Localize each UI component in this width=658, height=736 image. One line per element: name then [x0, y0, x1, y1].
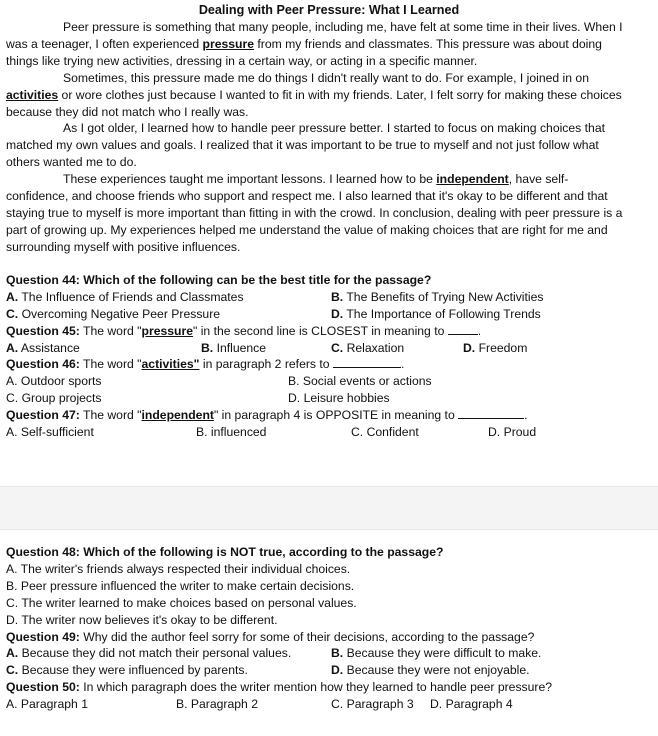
- q50-option-c[interactable]: C. Paragraph 3: [331, 697, 414, 712]
- question-47: Question 47: The word "independent" in paragraph 4 is OPPOSITE in meaning to .: [6, 408, 528, 423]
- keyword-independent: independent: [436, 172, 509, 187]
- question-45: Question 45: The word "pressure" in the second line is CLOSEST in meaning to .: [6, 323, 482, 338]
- paragraph-2: Sometimes, this pressure made me do things I didn't really want to do. For example, I joined in on activities or wore clothes just because I wanted to fit in with my friends. Later, I felt sorry for making these choices because they did not match who I really was.: [6, 70, 622, 119]
- q44-options-row-1: [6, 289, 624, 306]
- q49-option-b[interactable]: B. Because they were difficult to make.: [331, 646, 542, 661]
- q46-keyword: activities": [141, 357, 200, 372]
- q50-option-a[interactable]: A. Paragraph 1: [6, 697, 88, 712]
- q45-answer-blank[interactable]: [448, 323, 478, 335]
- q47-answer-blank[interactable]: [458, 407, 524, 419]
- q46-options-row-2: [6, 390, 624, 407]
- q48-option-a[interactable]: A. The writer's friends always respected their individual choices.: [6, 561, 351, 576]
- q45-option-d[interactable]: D. Freedom: [463, 340, 528, 355]
- q46-option-c[interactable]: C. Group projects: [6, 391, 102, 406]
- q48-option-b[interactable]: B. Peer pressure influenced the writer to make certain decisions.: [6, 578, 355, 593]
- q45-option-a[interactable]: A. Assistance: [6, 340, 80, 355]
- q45-options-row: [6, 340, 624, 357]
- q47-options-row: [6, 424, 624, 441]
- q45-option-b[interactable]: B. Influence: [201, 340, 267, 355]
- q45-keyword: pressure: [141, 323, 194, 338]
- q47-option-a[interactable]: A. Self-sufficient: [6, 425, 94, 440]
- q50-option-b[interactable]: B. Paragraph 2: [176, 697, 258, 712]
- question-44: Question 44: Which of the following can be the best title for the passage?: [6, 273, 432, 287]
- q44-option-a[interactable]: A. The Influence of Friends and Classmates: [6, 289, 244, 304]
- q49-option-c[interactable]: C. Because they were influenced by parents.: [6, 663, 248, 678]
- q46-answer-blank[interactable]: [333, 356, 401, 368]
- paragraph-4: These experiences taught me important lessons. I learned how to be independent, have self-confidence, and choose friends who support and respect me. I also learned that it's okay to be different and that staying true to myself is more important than fitting in with the crowd. In conclusion, dealing with peer pressure is a part of growing up. My experiences helped me understand the value of making choices that are right for me and surrounding myself with positive influences.: [6, 172, 623, 254]
- questions-48-50: [6, 544, 624, 713]
- q46-option-d[interactable]: D. Leisure hobbies: [288, 391, 390, 406]
- q49-options-row-2: [6, 662, 624, 679]
- question-50: Question 50: In which paragraph does the writer mention how they learned to handle peer pressure?: [6, 680, 553, 695]
- q44-option-b[interactable]: B. The Benefits of Trying New Activities: [331, 289, 544, 304]
- q45-option-c[interactable]: C. Relaxation: [331, 340, 405, 355]
- keyword-pressure: pressure: [202, 36, 254, 51]
- q46-options-row-1: [6, 373, 624, 390]
- questions-44-47: [6, 272, 624, 441]
- q49-option-a[interactable]: A. Because they did not match their personal values.: [6, 646, 292, 661]
- q47-option-b[interactable]: B. influenced: [196, 425, 267, 440]
- q44-option-c[interactable]: C. Overcoming Negative Peer Pressure: [6, 306, 221, 321]
- keyword-activities: activities: [6, 87, 59, 102]
- q46-option-a[interactable]: A. Outdoor sports: [6, 374, 102, 389]
- page-break-divider: [0, 486, 658, 530]
- question-49: Question 49: Why did the author feel sorry for some of their decisions, according to the passage?: [6, 629, 535, 644]
- q48-option-c[interactable]: C. The writer learned to make choices based on personal values.: [6, 595, 357, 610]
- q50-options-row: [6, 696, 624, 713]
- q47-option-d[interactable]: D. Proud: [488, 425, 537, 440]
- q47-keyword: independent: [141, 408, 214, 423]
- q44-option-d[interactable]: D. The Importance of Following Trends: [331, 306, 541, 321]
- q44-options-row-2: [6, 306, 624, 323]
- passage: [6, 19, 624, 256]
- paragraph-1: Peer pressure is something that many people, including me, have felt at some time in their lives. When I was a teenager, I often experienced pressure from my friends and classmates. This pressure was about doing things like trying new activities, dressing in a certain way, or acting in a specific manner.: [6, 20, 623, 68]
- question-48: Question 48: Which of the following is NOT true, according to the passage?: [6, 545, 444, 559]
- question-46: Question 46: The word "activities" in paragraph 2 refers to .: [6, 357, 405, 372]
- q46-option-b[interactable]: B. Social events or actions: [288, 374, 432, 389]
- passage-title: Dealing with Peer Pressure: What I Learned: [198, 3, 460, 17]
- q50-option-d[interactable]: D. Paragraph 4: [430, 697, 513, 712]
- q49-option-d[interactable]: D. Because they were not enjoyable.: [331, 663, 530, 678]
- paragraph-3: As I got older, I learned how to handle peer pressure better. I started to focus on making choices that matched my own values and goals. I realized that it was important to be true to myself and not just follow what others wanted me to do.: [6, 121, 605, 170]
- q47-option-c[interactable]: C. Confident: [351, 425, 419, 440]
- q49-options-row-1: [6, 645, 624, 662]
- q48-option-d[interactable]: D. The writer now believes it's okay to be different.: [6, 612, 278, 627]
